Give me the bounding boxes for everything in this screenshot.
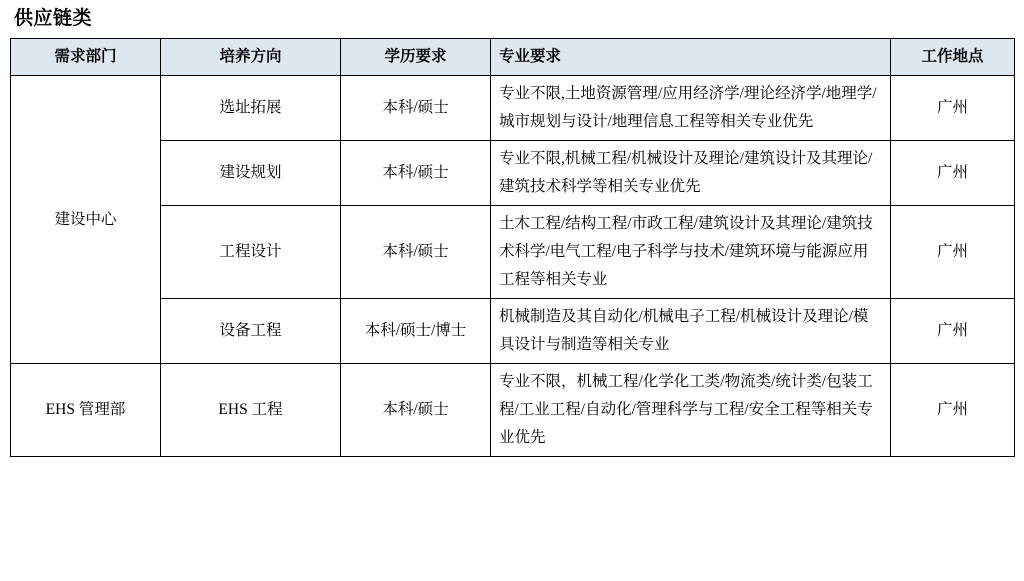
cell-major: 专业不限,土地资源管理/应用经济学/理论经济学/地理学/城市规划与设计/地理信息工程等相关专业优先	[491, 76, 891, 141]
cell-location: 广州	[891, 206, 1015, 299]
cell-direction: 选址拓展	[161, 76, 341, 141]
table-row	[11, 141, 1015, 206]
cell-location: 广州	[891, 299, 1015, 364]
cell-major: 机械制造及其自动化/机械电子工程/机械设计及理论/模具设计与制造等相关专业	[491, 299, 891, 364]
cell-education: 本科/硕士	[341, 141, 491, 206]
cell-direction: 建设规划	[161, 141, 341, 206]
table-header	[11, 39, 1015, 76]
table-header-row	[11, 39, 1015, 76]
cell-location: 广州	[891, 141, 1015, 206]
cell-location: 广州	[891, 364, 1015, 457]
table-row	[11, 299, 1015, 364]
cell-direction: 工程设计	[161, 206, 341, 299]
job-requirements-table	[10, 38, 1015, 457]
cell-direction: 设备工程	[161, 299, 341, 364]
cell-location: 广州	[891, 76, 1015, 141]
cell-education: 本科/硕士	[341, 364, 491, 457]
column-header-direction: 培养方向	[161, 39, 341, 76]
cell-education: 本科/硕士/博士	[341, 299, 491, 364]
cell-education: 本科/硕士	[341, 76, 491, 141]
cell-department: EHS 管理部	[11, 364, 161, 457]
column-header-department: 需求部门	[11, 39, 161, 76]
cell-education: 本科/硕士	[341, 206, 491, 299]
page-title: 供应链类	[14, 8, 93, 29]
cell-major: 土木工程/结构工程/市政工程/建筑设计及其理论/建筑技术科学/电气工程/电子科学与技术/建筑环境与能源应用工程等相关专业	[491, 206, 891, 299]
column-header-major: 专业要求	[491, 39, 891, 76]
cell-major: 专业不限，机械工程/化学化工类/物流类/统计类/包装工程/工业工程/自动化/管理科学与工程/安全工程等相关专业优先	[491, 364, 891, 457]
table-row	[11, 76, 1015, 141]
cell-direction: EHS 工程	[161, 364, 341, 457]
cell-department: 建设中心	[11, 76, 161, 364]
column-header-location: 工作地点	[891, 39, 1015, 76]
cell-major: 专业不限,机械工程/机械设计及理论/建筑设计及其理论/建筑技术科学等相关专业优先	[491, 141, 891, 206]
table-body	[11, 76, 1015, 457]
column-header-education: 学历要求	[341, 39, 491, 76]
table-row	[11, 364, 1015, 457]
table-row	[11, 206, 1015, 299]
